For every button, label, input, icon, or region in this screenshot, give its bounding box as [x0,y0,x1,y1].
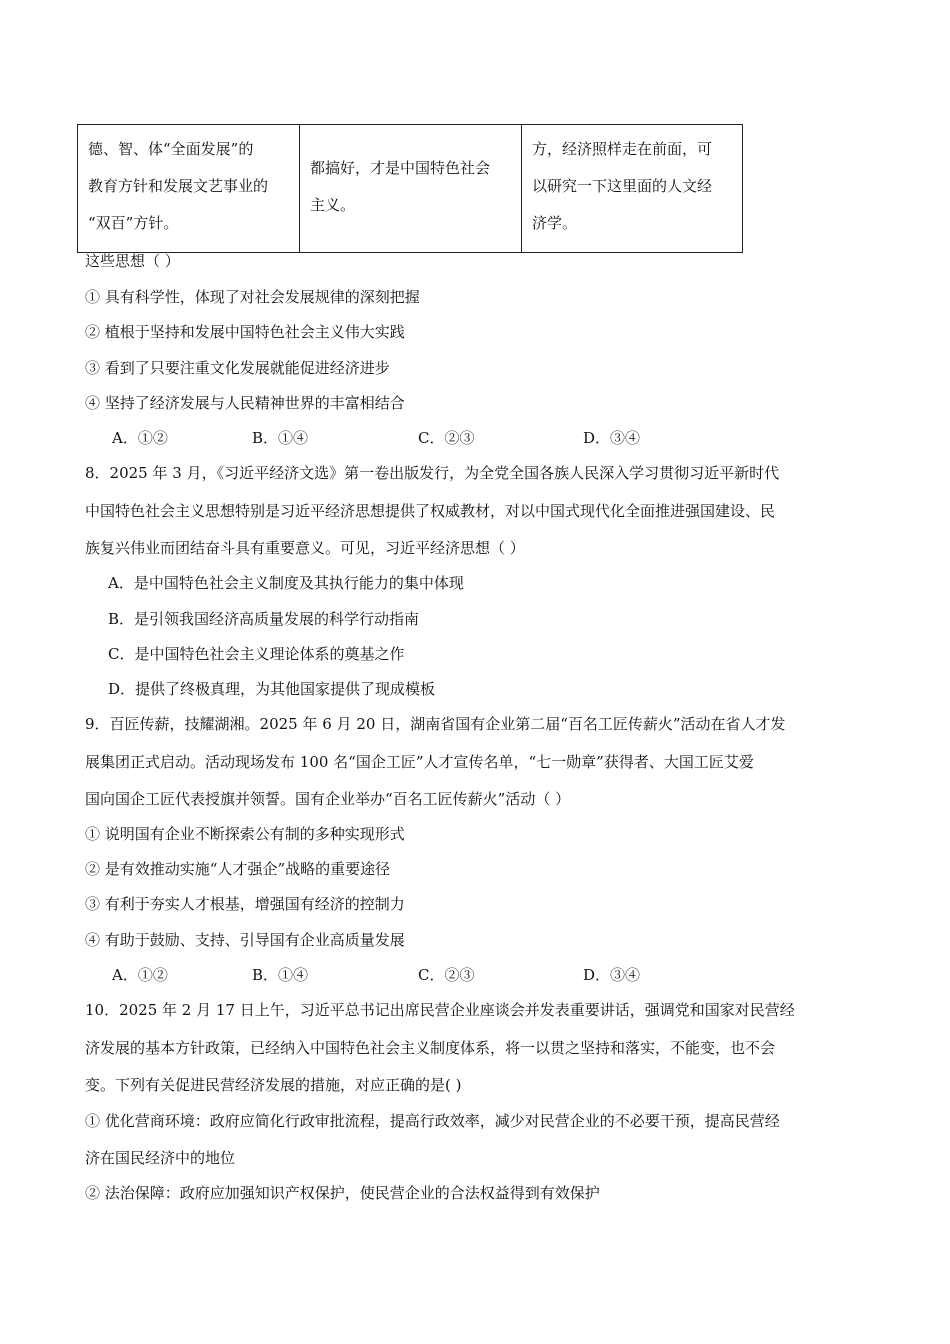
q9-item-1: ① 说明国有企业不断探索公有制的多种实现形式 [85,825,405,843]
cell-line: 教育方针和发展文艺事业的 [88,177,269,195]
q7-option-c: C．②③ [418,429,475,447]
table-cell-2 [300,125,522,253]
cell-line: “双百”方针。 [88,214,179,232]
q8-line-1: 8．2025 年 3 月，《习近平经济文选》第一卷出版发行，为全党全国各族人民深入学习贯彻习近平新时代 [85,464,780,482]
q10-line-2: 济发展的基本方针政策，已经纳入中国特色社会主义制度体系，将一以贯之坚持和落实，不能变，也不会 [85,1039,776,1057]
q8-option-c: C．是中国特色社会主义理论体系的奠基之作 [108,645,405,663]
q8-line-3: 族复兴伟业而团结奋斗具有重要意义。可见，习近平经济思想（ ） [85,539,525,557]
q9-line-3: 国向国企工匠代表授旗并领誓。国有企业举办“百名工匠传薪火”活动（ ） [85,790,571,808]
q9-item-4: ④ 有助于鼓励、支持、引导国有企业高质量发展 [85,931,405,949]
q10-item-1: ① 优化营商环境：政府应简化行政审批流程，提高行政效率，减少对民营企业的不必要干预，提高民营经 [85,1112,780,1130]
cell-line: 方，经济照样走在前面，可 [532,140,713,158]
quote-table [77,124,743,253]
q7-item-4: ④ 坚持了经济发展与人民精神世界的丰富相结合 [85,394,405,412]
q9-line-1: 9．百匠传薪，技耀湖湘。2025 年 6 月 20 日，湖南省国有企业第二届“百名工匠传薪火”活动在省人才发 [85,715,786,733]
q7-stem: 这些思想（ ） [85,252,180,270]
table-cell-1 [78,125,300,253]
q9-option-a: A．①② [112,966,168,984]
q9-line-2: 展集团正式启动。活动现场发布 100 名“国企工匠”人才宣传名单，“七一勋章”获得者、大国工匠艾爱 [85,753,754,771]
q9-option-d: D．③④ [583,966,641,984]
q8-line-2: 中国特色社会主义思想特别是习近平经济思想提供了权威教材，对以中国式现代化全面推进强国建设、民 [85,502,776,520]
q7-item-2: ② 植根于坚持和发展中国特色社会主义伟大实践 [85,323,405,341]
cell-line: 主义。 [310,196,356,214]
q8-option-a: A．是中国特色社会主义制度及其执行能力的集中体现 [108,574,464,592]
q7-option-d: D．③④ [583,429,641,447]
table-row [78,125,743,253]
q9-option-b: B．①④ [252,966,309,984]
cell-line: 济学。 [532,214,578,232]
q10-line-3: 变。下列有关促进民营经济发展的措施，对应正确的是( ) [85,1076,462,1094]
q8-option-d: D．提供了终极真理，为其他国家提供了现成模板 [108,680,436,698]
q10-line-1: 10．2025 年 2 月 17 日上午，习近平总书记出席民营企业座谈会并发表重要讲话，强调党和国家对民营经 [85,1001,795,1019]
q7-option-b: B．①④ [252,429,309,447]
q9-option-c: C．②③ [418,966,475,984]
q9-item-3: ③ 有利于夯实人才根基，增强国有经济的控制力 [85,895,405,913]
q10-item-2: ② 法治保障：政府应加强知识产权保护，使民营企业的合法权益得到有效保护 [85,1184,600,1202]
q8-option-b: B．是引领我国经济高质量发展的科学行动指南 [108,610,420,628]
q9-item-2: ② 是有效推动实施“人才强企”战略的重要途径 [85,860,391,878]
cell-line: 都搞好，才是中国特色社会 [310,159,491,177]
cell-line: 以研究一下这里面的人文经 [532,177,713,195]
q7-item-3: ③ 看到了只要注重文化发展就能促进经济进步 [85,359,390,377]
cell-line: 德、智、体“全面发展”的 [88,140,254,158]
q10-item-1-cont: 济在国民经济中的地位 [85,1149,236,1167]
table-cell-3 [522,125,743,253]
q7-option-a: A．①② [112,429,168,447]
q7-item-1: ① 具有科学性，体现了对社会发展规律的深刻把握 [85,288,420,306]
